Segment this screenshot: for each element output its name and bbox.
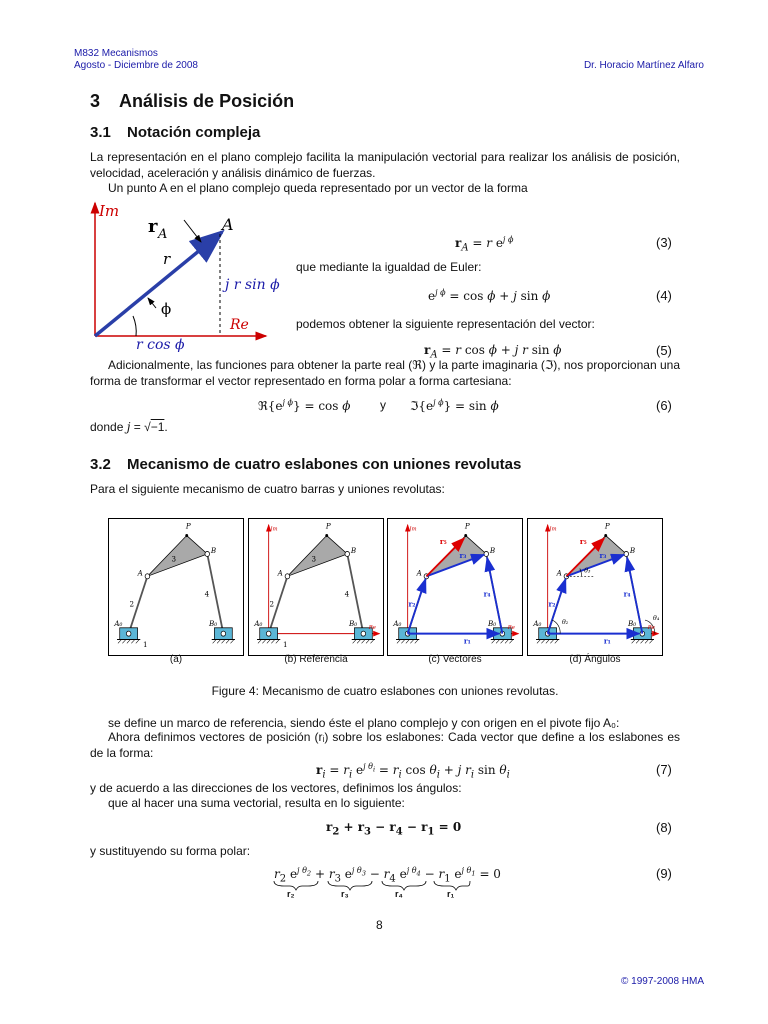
subsection1-heading — [90, 124, 260, 141]
svg-text:B: B — [629, 545, 636, 556]
x-comp-label: r cos ϕ — [136, 337, 185, 353]
svg-text:A₀: A₀ — [254, 618, 263, 628]
label-1: 1 — [142, 639, 148, 650]
svg-text:Re: Re — [647, 624, 655, 631]
para3: Adicionalmente, las funciones para obtener la parte real (ℜ) y la parte imaginaria (ℑ), nos proporcionan una forma de transformar el vector representado en forma polar a forma cartesiana: — [90, 358, 680, 388]
eq7-number: (7) — [656, 762, 672, 777]
label-B: B — [210, 545, 217, 556]
eq3-number: (3) — [656, 235, 672, 250]
vector-rA — [95, 232, 222, 336]
label-2: 2 — [129, 599, 135, 609]
re-label: Re — [230, 317, 249, 333]
svg-text:θ₄: θ₄ — [653, 613, 660, 623]
im-label-b: Im — [270, 526, 278, 533]
label-pointer — [184, 220, 201, 242]
im-label: Im — [99, 202, 120, 220]
eq5: $r_A = r$ cos ϕ + j r sin ϕ — [424, 343, 562, 361]
svg-text:P: P — [464, 521, 470, 531]
subsection1-title: Notación compleja — [127, 124, 261, 141]
donde: donde j = √−1. — [90, 420, 168, 434]
svg-text:B: B — [489, 545, 496, 556]
eq9: $r_2$ $e^{j \theta_2} + r_3$ $e^{j \theta_3} - r_4$ $e^{j \theta_4} - r_1$ $e^{j \theta_1} = 0$ — [274, 866, 501, 885]
svg-text:3: 3 — [311, 554, 317, 564]
vector-label: r — [148, 216, 158, 237]
panel-b-caption: (b) Referencia — [284, 654, 348, 665]
subsection2-number: 3.2 — [90, 456, 111, 473]
figure-caption: Figure 4: Mecanismo de cuatro eslabones con uniones revolutas. — [211, 684, 559, 698]
label-3: 3 — [171, 554, 177, 564]
eq4-number: (4) — [656, 288, 672, 303]
para4: Para el siguiente mecanismo de cuatro barras y uniones revolutas: — [90, 482, 445, 496]
text-euler: que mediante la igualdad de Euler: — [296, 260, 482, 274]
header-term: Agosto - Diciembre de 2008 — [74, 60, 198, 71]
para5: se define un marco de referencia, siendo éste el plano complejo y con origen en el pivote fijo A₀: — [108, 716, 620, 730]
label-P: P — [185, 521, 191, 531]
panel-d-figure — [527, 518, 663, 656]
label-A0: A₀ — [114, 618, 123, 628]
eq8: $r_2 + r_3 - r_4 - r_1 = 0$ — [326, 820, 462, 838]
eq4: $e^{j \phi} = \cos \phi + j$ sin ϕ — [428, 288, 551, 303]
svg-text:Im: Im — [549, 526, 557, 533]
eq6-left: $ℜ\{e^{j \phi}\} = \cos \phi$ — [258, 398, 351, 413]
eq7: $r_i = r_i$ $e^{j \theta_i} = r_i$ $\cos \theta_i + j$ $r_i$ $\sin \theta_i$ — [316, 762, 510, 781]
eq8-number: (8) — [656, 820, 672, 835]
svg-text:2: 2 — [269, 599, 275, 609]
magnitude-label: r — [163, 250, 171, 268]
svg-text:r₄: r₄ — [623, 589, 631, 599]
svg-text:Im: Im — [409, 526, 417, 533]
svg-text:θ₃: θ₃ — [584, 566, 591, 575]
subsection2-heading — [90, 456, 521, 473]
header-author: Dr. Horacio Martínez Alfaro — [583, 60, 704, 71]
svg-text:r₃: r₃ — [599, 550, 607, 560]
eq5-number: (5) — [656, 343, 672, 358]
svg-text:B₀: B₀ — [488, 618, 497, 628]
point-label: A — [222, 215, 234, 234]
label-A: A — [137, 568, 143, 578]
svg-text:r₁: r₁ — [603, 636, 611, 646]
svg-text:4: 4 — [344, 589, 350, 599]
eq9-number: (9) — [656, 866, 672, 881]
section-heading — [90, 91, 294, 112]
eq9-brace-r1: r₁ — [447, 889, 455, 899]
svg-text:r₃: r₃ — [459, 550, 467, 560]
para6: Ahora definimos vectores de posición (rᵢ) sobre los eslabones: Cada vector que define a los eslabones es de la forma: — [90, 730, 680, 760]
panel-a-caption: (a) — [169, 654, 183, 665]
panel-b-figure — [248, 518, 384, 656]
eq6-right: $ℑ\{e^{j \phi}\} = \sin \phi$ — [410, 398, 499, 413]
eq6-middle: y — [380, 398, 386, 412]
svg-text:r₄: r₄ — [483, 589, 491, 599]
panel-a-figure — [108, 518, 244, 656]
footer-copyright: © 1997-2008 HMA — [621, 976, 704, 987]
panel-d-caption: (d) Ángulos — [569, 654, 621, 665]
subsection2-title: Mecanismo de cuatro eslabones con uniones revolutas — [127, 456, 522, 473]
para8: que al hacer una suma vectorial, resulta en lo siguiente: — [108, 796, 405, 810]
svg-text:B: B — [350, 545, 357, 556]
header-course: M832 Mecanismos — [74, 48, 158, 59]
svg-text:A: A — [416, 568, 422, 578]
svg-text:r₅: r₅ — [579, 536, 587, 547]
vector-sub: A — [158, 227, 168, 242]
panel-c-caption: (c) Vectores — [428, 654, 482, 665]
svg-text:r₁: r₁ — [463, 636, 471, 646]
svg-text:A₀: A₀ — [533, 618, 542, 628]
subsection1-number: 3.1 — [90, 124, 111, 141]
svg-text:A₀: A₀ — [393, 618, 402, 628]
eq6-number: (6) — [656, 398, 672, 413]
svg-text:θ₂: θ₂ — [561, 617, 569, 626]
page-number: 8 — [376, 918, 383, 932]
eq9-brace-r4: r₄ — [395, 889, 403, 899]
panel-c-figure — [387, 518, 523, 656]
eq9-braces — [272, 880, 472, 892]
svg-text:r₂: r₂ — [548, 599, 556, 609]
angle-label: ϕ — [161, 300, 172, 318]
svg-text:B₀: B₀ — [628, 618, 637, 628]
svg-text:B₀: B₀ — [349, 618, 358, 628]
svg-text:A: A — [277, 568, 283, 578]
text-representation: podemos obtener la siguiente representación del vector: — [296, 317, 595, 331]
svg-text:P: P — [604, 521, 610, 531]
y-comp-label: j r sin ϕ — [225, 277, 280, 293]
re-label-b: Re — [368, 624, 376, 631]
svg-text:A: A — [556, 568, 562, 578]
para1: La representación en el plano complejo facilita la manipulación vectorial para realizar los análisis de posición, velocidad, aceleración y análisis dinámico de fuerzas. — [90, 150, 680, 180]
section-number: 3 — [90, 91, 101, 111]
angle-pointer — [148, 298, 156, 308]
angle-arc — [133, 316, 136, 336]
para9: y sustituyendo su forma polar: — [90, 844, 251, 858]
eq9-brace-r3: r₃ — [341, 889, 349, 899]
svg-text:1: 1 — [282, 639, 288, 650]
svg-text:Re: Re — [507, 624, 515, 631]
label-B0: B₀ — [209, 618, 218, 628]
para7: y de acuerdo a las direcciones de los vectores, definimos los ángulos: — [90, 781, 462, 795]
svg-text:r₅: r₅ — [439, 536, 447, 547]
eq3: $r_A = r$ $e^{j \phi}$ — [455, 235, 514, 254]
para2: Un punto A en el plano complejo queda representado por un vector de la forma — [108, 181, 528, 195]
section-title: Análisis de Posición — [119, 91, 295, 111]
svg-text:P: P — [325, 521, 331, 531]
eq9-brace-r2: r₂ — [287, 889, 295, 899]
svg-text:r₂: r₂ — [408, 599, 416, 609]
label-4: 4 — [204, 589, 210, 599]
complex-plane-figure — [88, 198, 288, 358]
